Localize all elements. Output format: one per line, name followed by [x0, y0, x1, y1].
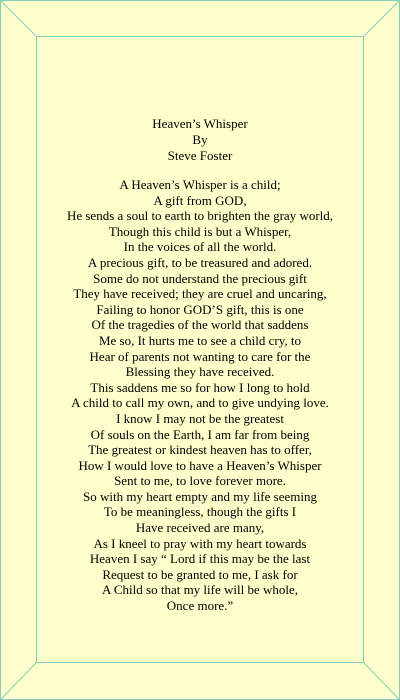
poem-line: Though this child is but a Whisper,	[108, 223, 292, 239]
poem-author: Steve Foster	[167, 148, 233, 163]
poem-line: He sends a soul to earth to brighten the gray world,	[66, 208, 334, 224]
poem-line: Failing to honor GOD’S gift, this is one	[96, 301, 304, 317]
poem-line: Request to be granted to me, I ask for	[102, 566, 298, 582]
poem-content-area	[37, 36, 363, 662]
poem-line: So with my heart empty and my life seeming	[83, 488, 317, 504]
poem-line: I know I may not be the greatest	[116, 410, 284, 426]
poem-line: Of souls on the Earth, I am far from being	[90, 426, 310, 442]
poem-line: A child to call my own, and to give undying love.	[71, 395, 329, 411]
poem-line: Heaven I say “ Lord if this may be the last	[89, 551, 311, 567]
poem-line: Me so, It hurts me to see a child cry, to	[98, 332, 302, 348]
poem-line: How I would love to have a Heaven’s Whisper	[78, 457, 322, 473]
poem-line: Some do not understand the precious gift	[93, 270, 307, 286]
poem-body	[37, 177, 363, 614]
poem-line: In the voices of all the world.	[123, 239, 277, 255]
poem-line: A gift from GOD,	[153, 192, 247, 208]
poem-line: Once more.”	[166, 598, 234, 614]
poem-title: Heaven’s Whisper	[152, 116, 248, 131]
poem-line: Blessing they have received.	[125, 364, 275, 380]
poem-line: A Child so that my life will be whole,	[101, 582, 299, 598]
poem-line: A precious gift, to be treasured and adored.	[87, 254, 313, 270]
poem-line: Hear of parents not wanting to care for the	[89, 348, 311, 364]
poem-line: The greatest or kindest heaven has to offer,	[88, 442, 312, 458]
poem-line: Of the tragedies of the world that saddens	[91, 317, 309, 333]
poem-line: Sent to me, to love forever more.	[114, 473, 286, 489]
poem-line: This saddens me so for how I long to hold	[90, 379, 310, 395]
poem-line: They have received; they are cruel and uncaring,	[73, 286, 327, 302]
poem-line: To be meaningless, though the gifts I	[103, 504, 297, 520]
poem-byline: By	[192, 132, 208, 147]
poem-header	[37, 116, 363, 164]
poem-line: As I kneel to pray with my heart towards	[93, 535, 307, 551]
poem-line: A Heaven’s Whisper is a child;	[119, 177, 281, 192]
poem-line: Have received are many,	[135, 520, 265, 536]
